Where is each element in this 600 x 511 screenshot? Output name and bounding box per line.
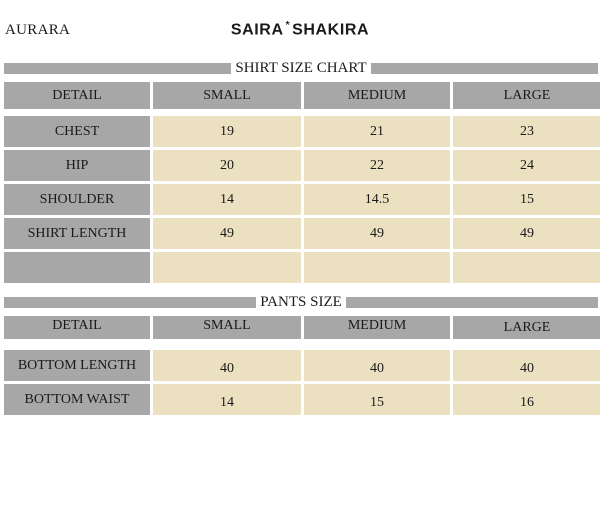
table-cell: 40 xyxy=(153,350,301,381)
table-cell: 14 xyxy=(153,384,301,415)
table-cell: 20 xyxy=(153,150,301,181)
shirt-size-table xyxy=(4,82,598,283)
table-cell: 21 xyxy=(304,116,450,147)
col-header-large: LARGE xyxy=(453,82,600,109)
col-header-detail: DETAIL xyxy=(4,82,150,109)
brand-logo xyxy=(0,20,600,39)
pants-section-header xyxy=(4,295,598,309)
col-header-medium-label: MEDIUM xyxy=(347,317,407,333)
pants-size-table xyxy=(4,316,598,415)
brand-name-first: SAIRA xyxy=(230,21,284,39)
table-cell xyxy=(304,252,450,283)
table-cell: 49 xyxy=(453,218,600,249)
row-label-shirt-length: SHIRT LENGTH xyxy=(4,218,150,249)
row-label-shoulder: SHOULDER xyxy=(4,184,150,215)
col-header-detail-label: DETAIL xyxy=(52,317,102,333)
table-cell: 23 xyxy=(453,116,600,147)
row-label-bottom-length: BOTTOM LENGTH xyxy=(4,350,150,381)
pants-section-title: PANTS SIZE xyxy=(256,295,346,309)
col-header-large xyxy=(453,316,600,339)
col-header-detail xyxy=(4,316,150,339)
section-rule xyxy=(4,63,231,74)
table-cell: 14 xyxy=(153,184,301,215)
shirt-section-header xyxy=(4,61,598,75)
table-cell xyxy=(453,252,600,283)
section-rule xyxy=(346,297,598,308)
row-label-chest: CHEST xyxy=(4,116,150,147)
row-label-empty xyxy=(4,252,150,283)
col-header-small: SMALL xyxy=(153,82,301,109)
col-header-medium: MEDIUM xyxy=(304,82,450,109)
table-cell: 40 xyxy=(304,350,450,381)
brand-name-second: SHAKIRA xyxy=(292,21,370,39)
row-label-bottom-waist: BOTTOM WAIST xyxy=(4,384,150,415)
section-rule xyxy=(4,297,256,308)
col-header-small-label: SMALL xyxy=(203,317,251,333)
col-header-large-label: LARGE xyxy=(503,319,551,335)
table-cell: 14.5 xyxy=(304,184,450,215)
table-cell: 15 xyxy=(304,384,450,415)
brand-star: * xyxy=(285,20,291,31)
row-label-hip: HIP xyxy=(4,150,150,181)
brand-aurara: AURARA xyxy=(5,22,71,38)
table-cell: 16 xyxy=(453,384,600,415)
section-rule xyxy=(371,63,598,74)
col-header-small xyxy=(153,316,301,339)
table-cell: 22 xyxy=(304,150,450,181)
table-cell: 24 xyxy=(453,150,600,181)
table-cell: 15 xyxy=(453,184,600,215)
table-cell xyxy=(153,252,301,283)
table-cell: 19 xyxy=(153,116,301,147)
col-header-medium xyxy=(304,316,450,339)
table-cell: 49 xyxy=(304,218,450,249)
table-cell: 49 xyxy=(153,218,301,249)
shirt-section-title: SHIRT SIZE CHART xyxy=(231,61,370,75)
table-cell: 40 xyxy=(453,350,600,381)
